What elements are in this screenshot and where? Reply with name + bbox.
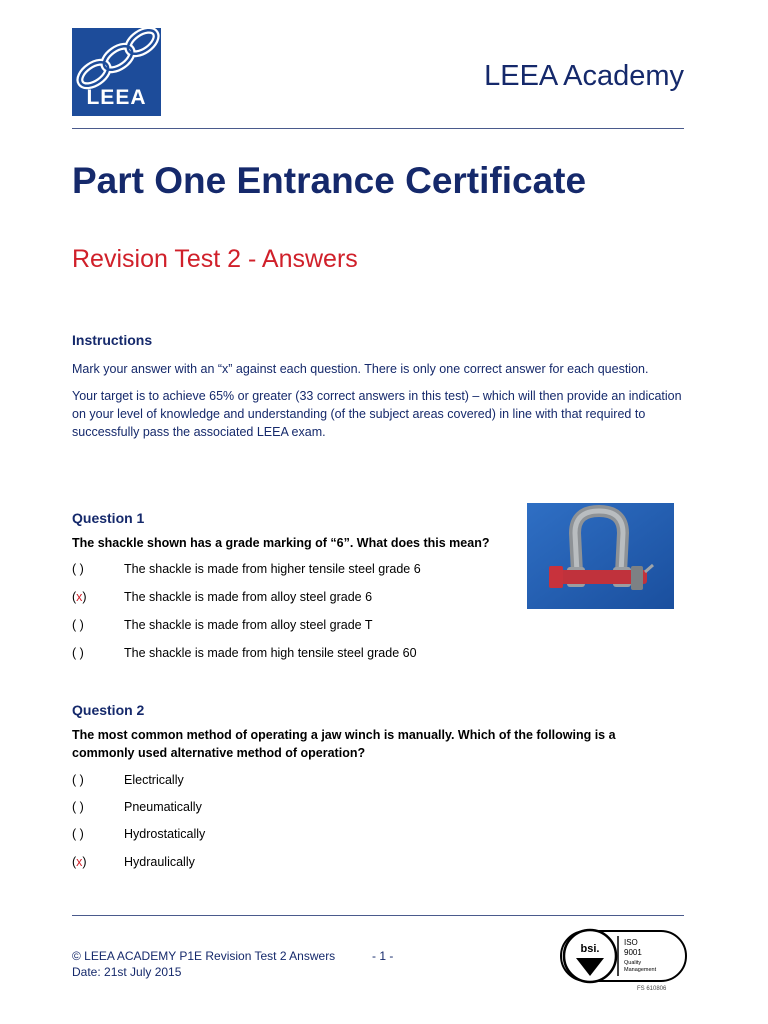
question-2-text: The most common method of operating a jaw winch is manually. Which of the following is a commonly used alternative method of operation? [72, 728, 616, 760]
question-2-option-1[interactable] [72, 773, 184, 787]
footer-date: Date: 21st July 2015 [72, 965, 182, 979]
svg-text:9001: 9001 [624, 948, 642, 957]
answer-mark[interactable]: (x) [72, 590, 87, 604]
answer-mark[interactable]: ( ) [72, 562, 84, 576]
logo-text: LEEA [86, 86, 147, 109]
option-text: Hydraulically [124, 855, 195, 869]
question-1-text: The shackle shown has a grade marking of “6”. What does this mean? [72, 536, 490, 550]
option-text: The shackle is made from higher tensile steel grade 6 [124, 562, 421, 576]
question-1-option-3[interactable] [72, 618, 373, 632]
answer-mark[interactable]: ( ) [72, 800, 84, 814]
answer-mark[interactable]: ( ) [72, 773, 84, 787]
instructions-paragraph-1: Mark your answer with an “x” against each question. There is only one correct answer for each question. [72, 362, 649, 376]
bsi-iso-badge [560, 928, 688, 991]
answer-mark[interactable]: (x) [72, 855, 87, 869]
header-rule [72, 128, 684, 129]
option-text: Pneumatically [124, 800, 202, 814]
leea-logo [72, 28, 161, 116]
question-1-option-2[interactable] [72, 590, 372, 604]
svg-text:bsi.: bsi. [580, 943, 600, 955]
question-2-heading: Question 2 [72, 702, 145, 718]
shackle-photo [527, 503, 674, 609]
answer-mark[interactable]: ( ) [72, 827, 84, 841]
question-2-option-2[interactable] [72, 800, 202, 814]
option-text: The shackle is made from alloy steel grade 6 [124, 590, 373, 604]
instructions-paragraph-2: Your target is to achieve 65% or greater (33 correct answers in this test) – which will then provide an indication on your level of knowledge and understanding (of the subject areas covered) in line with that required to successfully pass the associated LEEA exam. [72, 389, 682, 439]
option-text: Hydrostatically [124, 827, 206, 841]
question-1-option-1[interactable] [72, 562, 421, 576]
page-subtitle: Revision Test 2 - Answers [72, 245, 358, 273]
option-text: The shackle is made from high tensile steel grade 60 [124, 646, 417, 660]
question-2-option-4[interactable] [72, 855, 195, 869]
page-title: Part One Entrance Certificate [72, 160, 587, 201]
certificate-code: FS 610806 [637, 986, 667, 992]
question-1-heading: Question 1 [72, 510, 145, 526]
page-number: - 1 - [372, 949, 394, 963]
svg-text:Quality: Quality [624, 960, 642, 966]
svg-text:ISO: ISO [624, 938, 638, 947]
academy-title: LEEA Academy [484, 60, 684, 92]
question-2-option-3[interactable] [72, 827, 205, 841]
answer-mark[interactable]: ( ) [72, 618, 84, 632]
option-text: The shackle is made from alloy steel grade T [124, 618, 373, 632]
instructions-heading: Instructions [72, 332, 153, 348]
svg-text:Management: Management [624, 967, 657, 973]
footer-rule [72, 915, 684, 916]
answer-mark[interactable]: ( ) [72, 646, 84, 660]
footer-copyright: © LEEA ACADEMY P1E Revision Test 2 Answers [72, 949, 336, 963]
option-text: Electrically [124, 773, 184, 787]
question-1-option-4[interactable] [72, 646, 417, 660]
